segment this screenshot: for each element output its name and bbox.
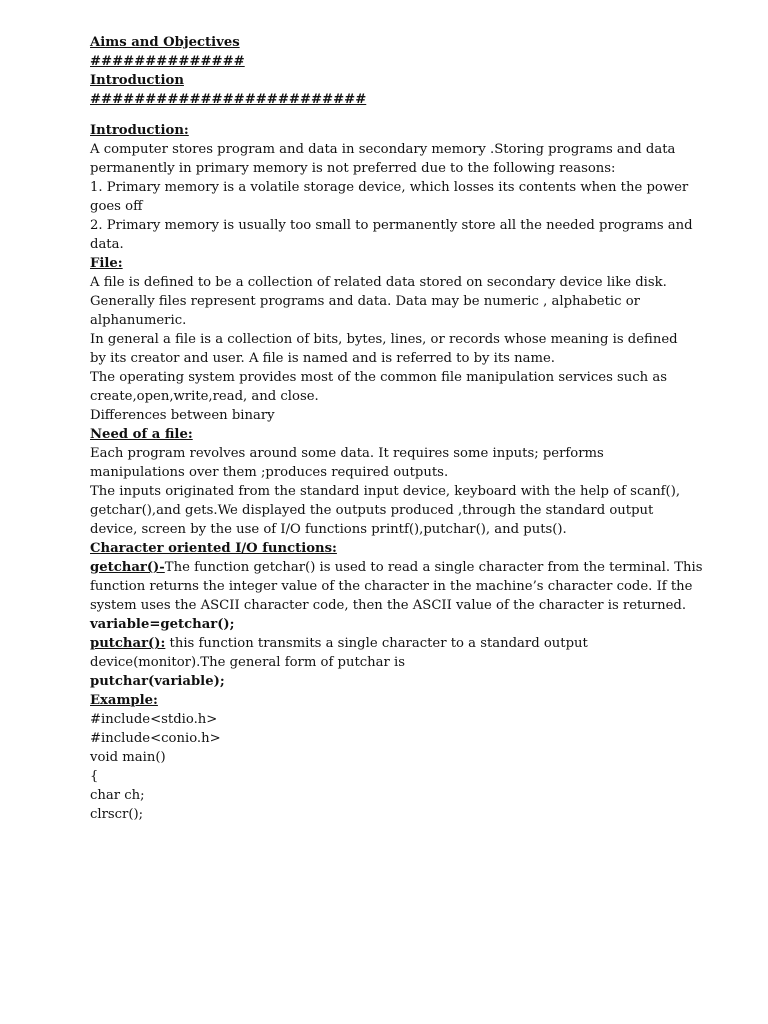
paragraph-line: data. <box>90 237 124 252</box>
document-page <box>90 33 715 824</box>
code-line: void main() <box>90 750 166 765</box>
example-heading: Example: <box>90 693 158 708</box>
paragraph-line: Generally files represent programs and data. Data may be numeric , alphabetic or <box>90 294 640 309</box>
paragraph-line: alphanumeric. <box>90 313 187 328</box>
paragraph-line: device(monitor).The general form of putchar is <box>90 655 405 670</box>
paragraph-line: by its creator and user. A file is named and is referred to by its name. <box>90 351 555 366</box>
getchar-line <box>90 558 715 577</box>
example-code <box>90 710 715 824</box>
need-of-file-body <box>90 444 715 539</box>
paragraph-line: 2. Primary memory is usually too small to permanently store all the needed programs and <box>90 218 693 233</box>
paragraph-line: A file is defined to be a collection of related data stored on secondary device like disk. <box>90 275 667 290</box>
code-line: { <box>90 769 99 784</box>
putchar-description: this function transmits a single character to a standard output <box>165 636 588 651</box>
code-line: char ch; <box>90 788 145 803</box>
code-line: clrscr(); <box>90 807 144 822</box>
hash-separator-long: ######################### <box>90 92 367 107</box>
paragraph-line: Differences between binary <box>90 408 275 423</box>
paragraph-line: permanently in primary memory is not preferred due to the following reasons: <box>90 161 616 176</box>
paragraph-line: The inputs originated from the standard input device, keyboard with the help of scanf(), <box>90 484 681 499</box>
aims-objectives-heading: Aims and Objectives <box>90 35 240 50</box>
paragraph-line: Each program revolves around some data. It requires some inputs; performs <box>90 446 604 461</box>
putchar-line <box>90 634 715 653</box>
putchar-general-form: putchar(variable); <box>90 674 225 689</box>
introduction-body <box>90 140 715 254</box>
paragraph-line: system uses the ASCII character code, then the ASCII value of the character is returned. <box>90 598 687 613</box>
code-line: #include<conio.h> <box>90 731 221 746</box>
paragraph-line: function returns the integer value of the character in the machine’s character code. If the <box>90 579 693 594</box>
file-heading: File: <box>90 256 123 271</box>
need-of-file-heading: Need of a file: <box>90 427 193 442</box>
introduction-heading: Introduction: <box>90 123 189 138</box>
paragraph-line: In general a file is a collection of bits, bytes, lines, or records whose meaning is defined <box>90 332 678 347</box>
spacer <box>90 109 715 121</box>
character-io-heading: Character oriented I/O functions: <box>90 541 337 556</box>
paragraph-line: A computer stores program and data in secondary memory .Storing programs and data <box>90 142 676 157</box>
paragraph-line: manipulations over them ;produces required outputs. <box>90 465 449 480</box>
paragraph-line: 1. Primary memory is a volatile storage device, which losses its contents when the power <box>90 180 689 195</box>
file-body <box>90 273 715 425</box>
paragraph-line: The operating system provides most of the common file manipulation services such as <box>90 370 667 385</box>
introduction-top-heading: Introduction <box>90 73 184 88</box>
getchar-description: The function getchar() is used to read a single character from the terminal. This <box>164 560 703 575</box>
paragraph-line: goes off <box>90 199 143 214</box>
code-line: #include<stdio.h> <box>90 712 218 727</box>
getchar-general-form: variable=getchar(); <box>90 617 235 632</box>
getchar-label: getchar()- <box>90 560 165 575</box>
paragraph-line: device, screen by the use of I/O functions printf(),putchar(), and puts(). <box>90 522 567 537</box>
paragraph-line: create,open,write,read, and close. <box>90 389 319 404</box>
putchar-label: putchar(): <box>90 636 166 651</box>
hash-separator-short: ############## <box>90 54 245 69</box>
paragraph-line: getchar(),and gets.We displayed the outputs produced ,through the standard output <box>90 503 654 518</box>
